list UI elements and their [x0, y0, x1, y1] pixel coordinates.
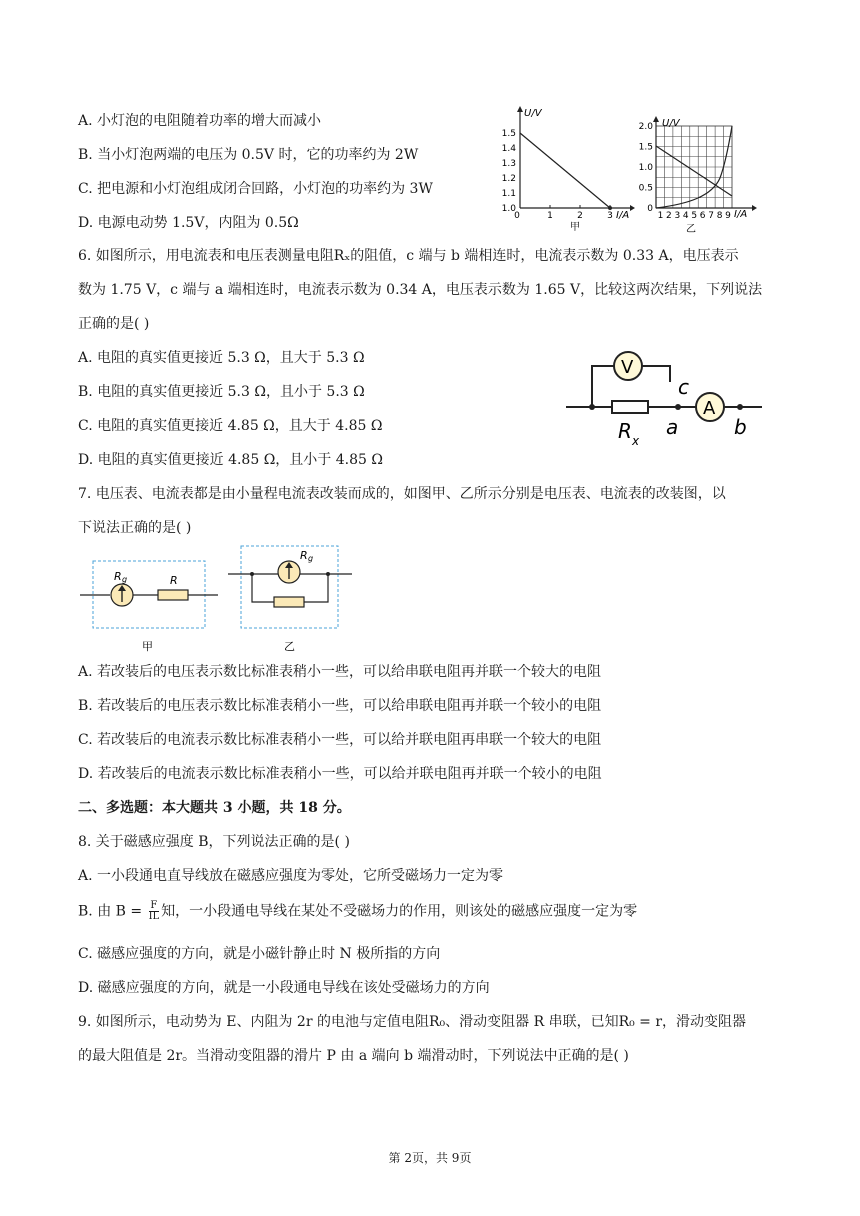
- q8-option-d: D. 磁感应强度的方向，就是一小段通电导线在该处受磁场力的方向: [78, 980, 490, 996]
- graph-jia-xlabel: I/A: [616, 210, 630, 221]
- q8-stem: 8. 关于磁感应强度 B，下列说法正确的是( ): [78, 834, 350, 850]
- graph-yi-xlabel: I/A: [734, 209, 748, 220]
- terminal-c-wire: [642, 366, 670, 382]
- q8-option-b-suffix: 知，一小段通电导线在某处不受磁场力的作用，则该处的磁感应强度一定为零: [161, 903, 638, 920]
- graph-yi-xtick-label: 3: [674, 211, 681, 221]
- graph-yi-xtick-label: 1: [657, 211, 664, 221]
- resistor-rx: [612, 401, 648, 413]
- label-r: R: [170, 574, 178, 587]
- graph-yi-ylabel: U/V: [662, 118, 680, 129]
- graph-jia-ytick-label: 1.1: [501, 189, 516, 199]
- graph-yi-xtick-label: 8: [716, 211, 723, 221]
- page-footer: 第 2页，共 9页: [388, 1151, 472, 1165]
- q8-option-b: [78, 901, 637, 922]
- fraction-numerator: F: [150, 900, 158, 911]
- q8-option-c: C. 磁感应强度的方向，就是小磁针静止时 N 极所指的方向: [78, 946, 441, 962]
- graph-jia-xtick-label: 3: [607, 211, 613, 221]
- q7-figure-yi: [228, 544, 354, 656]
- q5-option-c: C. 把电源和小灯泡组成闭合回路，小灯泡的功率约为 3W: [78, 181, 433, 197]
- graph-yi-ytick-label: 0: [647, 204, 653, 214]
- label-a: a: [666, 415, 679, 439]
- q7-option-a: A. 若改装后的电压表示数比标准表稍小一些，可以给串联电阻再并联一个较大的电阻: [78, 664, 602, 680]
- caption-yi: 乙: [284, 640, 295, 653]
- label-b: b: [734, 415, 747, 439]
- graph-yi-ytick-label: 1.5: [638, 142, 653, 153]
- q5-option-d: D. 电源电动势 1.5V，内阻为 0.5Ω: [78, 215, 299, 231]
- graph-jia-ylabel: U/V: [524, 108, 542, 119]
- graph-jia-point: [608, 206, 612, 210]
- q7-stem-line1: 7. 电压表、电流表都是由小量程电流表改装而成的，如图甲、乙所示分别是电压表、电流表的改装图，以: [78, 486, 726, 502]
- fraction-denominator: IL: [148, 911, 160, 922]
- graph-yi-xtick-label: 2: [666, 211, 672, 221]
- voltmeter-label: V: [621, 357, 634, 378]
- graph-yi-xtick-label: 9: [725, 211, 731, 221]
- graph-jia-xtick-label: 1: [547, 211, 553, 221]
- caption-jia: 甲: [142, 640, 153, 653]
- q6-stem-line1: 6. 如图所示，用电流表和电压表测量电阻Rₓ的阻值，c 端与 b 端相连时，电流表示数为 0.33 A，电压表示: [78, 248, 739, 264]
- label-c: c: [678, 375, 689, 399]
- terminal-a: [675, 404, 681, 410]
- terminal-b: [737, 404, 743, 410]
- q6-option-d: D. 电阻的真实值更接近 4.85 Ω，且小于 4.85 Ω: [78, 452, 383, 468]
- q7-figure-jia: [80, 558, 220, 656]
- q7-option-b: B. 若改装后的电压表示数比标准表稍小一些，可以给串联电阻再并联一个较小的电阻: [78, 698, 602, 714]
- graph-yi-source-line: [656, 146, 732, 196]
- shunt-resistor: [274, 597, 304, 607]
- q8-option-a: A. 一小段通电直导线放在磁感应强度为零处，它所受磁场力一定为零: [78, 868, 504, 884]
- q7-stem-line2: 下说法正确的是( ): [78, 520, 192, 536]
- graph-yi-caption: 乙: [686, 224, 696, 234]
- graph-yi-ytick-label: 0.5: [638, 183, 653, 194]
- q9-stem-line2: 的最大阻值是 2r。当滑动变阻器的滑片 P 由 a 端向 b 端滑动时，下列说法中正确的是( ): [78, 1048, 629, 1064]
- label-rx: R: [618, 419, 632, 443]
- graph-yi-ytick-label: 1.0: [638, 163, 653, 173]
- graph-yi-xtick-label: 7: [708, 211, 714, 221]
- series-resistor: [158, 590, 188, 600]
- graph-jia-ytick-label: 1.2: [501, 174, 516, 184]
- graph-jia-caption: 甲: [570, 222, 580, 232]
- graph-jia: [500, 104, 635, 232]
- label-rx-sub: x: [632, 434, 640, 448]
- formula-fraction: [149, 901, 160, 922]
- graph-jia-axes: [517, 106, 635, 211]
- graph-yi-xtick-label: 5: [691, 211, 698, 221]
- q6-option-c: C. 电阻的真实值更接近 4.85 Ω，且大于 4.85 Ω: [78, 418, 383, 434]
- q8-option-b-prefix: B. 由 B =: [78, 903, 147, 920]
- graph-jia-ytick-label: 1.3: [501, 159, 516, 169]
- graph-yi: [634, 116, 758, 234]
- label-rg-sub: g: [308, 554, 314, 563]
- q6-option-a: A. 电阻的真实值更接近 5.3 Ω，且大于 5.3 Ω: [78, 350, 365, 366]
- graph-jia-ytick-label: 1.5: [501, 129, 516, 139]
- q6-stem-line2: 数为 1.75 V，c 端与 a 端相连时，电流表示数为 0.34 A，电压表示数为 1.65 V，比较这两次结果，下列说法: [78, 282, 763, 298]
- graph-yi-grid: [656, 126, 732, 208]
- graph-yi-xtick-label: 6: [699, 211, 706, 221]
- ammeter-label: A: [703, 398, 716, 419]
- graph-jia-ytick-label: 1.4: [501, 144, 516, 154]
- q6-circuit-diagram: [562, 346, 770, 456]
- q6-option-b: B. 电阻的真实值更接近 5.3 Ω，且小于 5.3 Ω: [78, 384, 365, 400]
- label-rg: R: [114, 570, 122, 583]
- graph-jia-series-line: [520, 133, 610, 208]
- graph-yi-xtick-label: 4: [682, 211, 689, 221]
- graph-jia-xtick-label: 2: [577, 211, 583, 221]
- graph-jia-ytick-label: 1.0: [501, 204, 516, 214]
- graph-yi-ytick-label: 2.0: [638, 122, 653, 132]
- label-rg: R: [300, 549, 308, 562]
- q6-stem-line3: 正确的是( ): [78, 316, 150, 332]
- q9-stem-line1: 9. 如图所示，电动势为 E、内阻为 2r 的电池与定值电阻R₀、滑动变阻器 R 串联，已知R₀ = r，滑动变阻器: [78, 1014, 747, 1030]
- q5-option-b: B. 当小灯泡两端的电压为 0.5V 时，它的功率约为 2W: [78, 147, 419, 163]
- q7-option-d: D. 若改装后的电流表示数比标准表稍小一些，可以给并联电阻再并联一个较小的电阻: [78, 766, 602, 782]
- q7-option-c: C. 若改装后的电流表示数比标准表稍小一些，可以给并联电阻再串联一个较大的电阻: [78, 732, 602, 748]
- graph-jia-xtick-label: 0: [514, 211, 520, 221]
- section-heading-multi-choice: 二、多选题：本大题共 3 小题，共 18 分。: [78, 800, 351, 816]
- label-rg-sub: g: [122, 575, 128, 584]
- q5-option-a: A. 小灯泡的电阻随着功率的增大而减小: [78, 113, 322, 129]
